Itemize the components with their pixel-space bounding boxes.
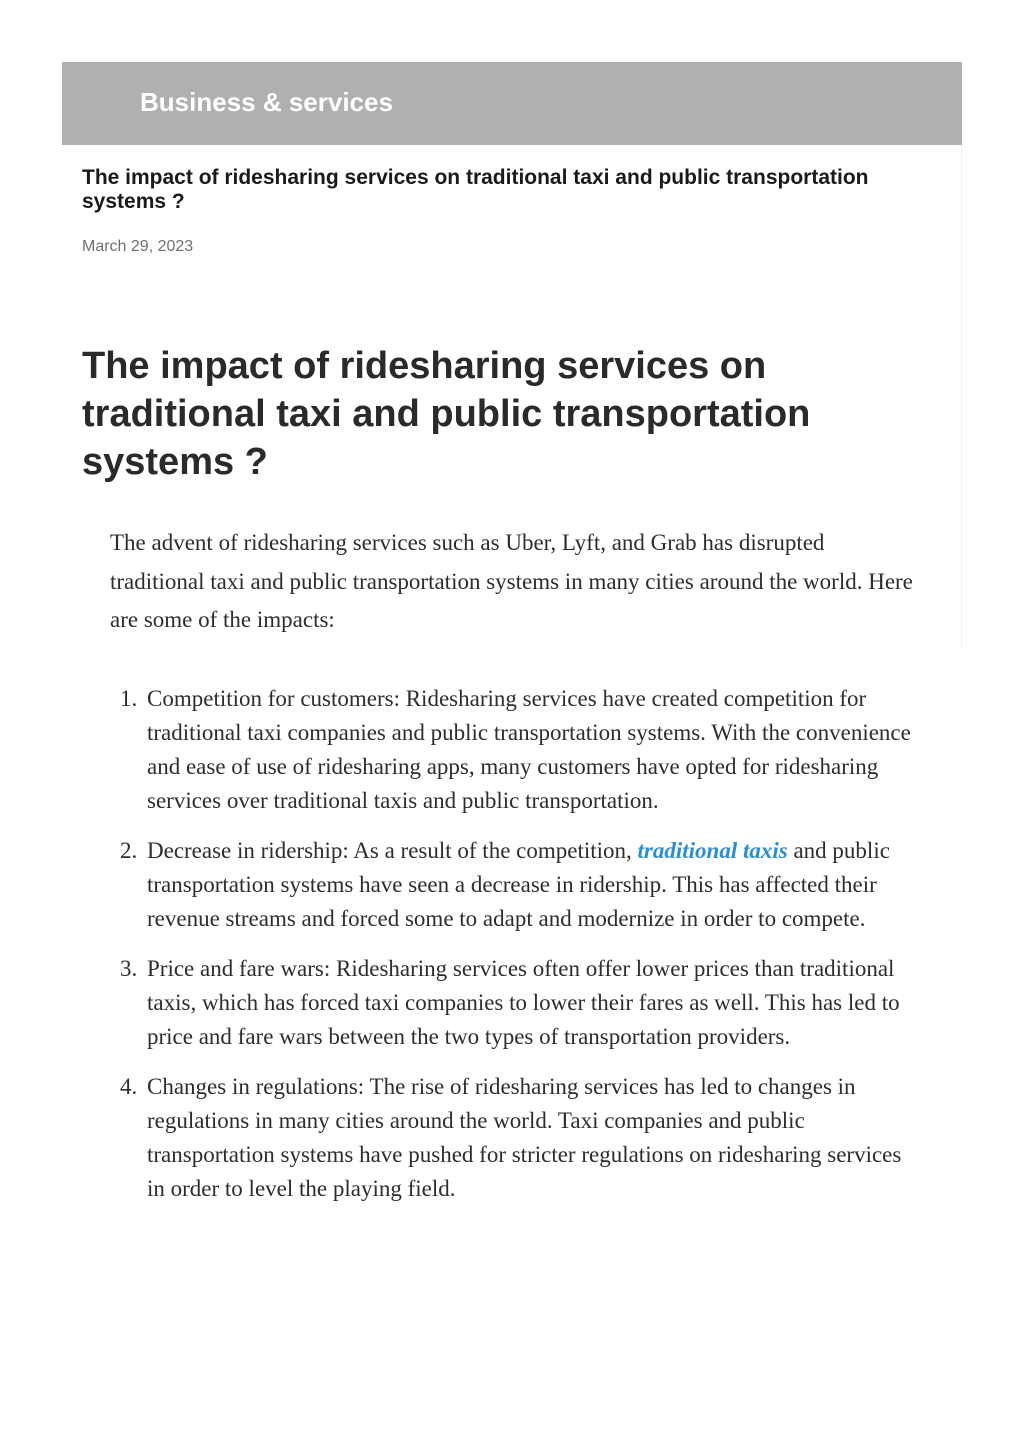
list-item-text: Competition for customers: Ridesharing services have created competition for traditional taxi companies and public transportation systems. With the convenience and ease of use of ridesharing apps, many customers have opted for ridesharing services over traditional taxis and public transportation. [147,686,911,813]
impact-list [120,682,917,1222]
post-date: March 29, 2023 [82,238,194,255]
traditional-taxis-link[interactable]: traditional taxis [637,838,788,863]
list-item-text-continued: and public transportation systems have seen a decrease in ridership. This has affected their revenue streams and forced some to adapt and modernize in order to compete. [147,838,890,931]
list-item [120,682,917,818]
list-item-text: Price and fare wars: Ridesharing services often offer lower prices than traditional taxis, which has forced taxi companies to lower their fares as well. This has led to price and fare wars between the two types of transportation providers. [147,956,900,1049]
list-item [120,952,917,1054]
list-item-text: Changes in regulations: The rise of ridesharing services has led to changes in regulations in many cities around the world. Taxi companies and public transportation systems have pushed for stricter regulations on ridesharing services in order to level the playing field. [147,1074,902,1201]
list-item-number: 3. [120,956,138,981]
list-item [120,1070,917,1206]
list-item-text: Decrease in ridership: As a result of the competition, [147,838,638,863]
category-banner [62,62,962,145]
list-item-number: 4. [120,1074,138,1099]
article-intro: The advent of ridesharing services such as Uber, Lyft, and Grab has disrupted traditional taxi and public transportation systems in many cities around the world. Here are some of the impacts: [110,530,913,632]
category-title[interactable]: Business & services [140,87,393,117]
list-item [120,834,917,936]
list-item-number: 1. [120,686,138,711]
list-item-number: 2. [120,838,138,863]
post-title[interactable]: The impact of ridesharing services on traditional taxi and public transportation systems ? [82,166,869,213]
article-heading: The impact of ridesharing services on traditional taxi and public transportation systems ? [82,345,811,483]
